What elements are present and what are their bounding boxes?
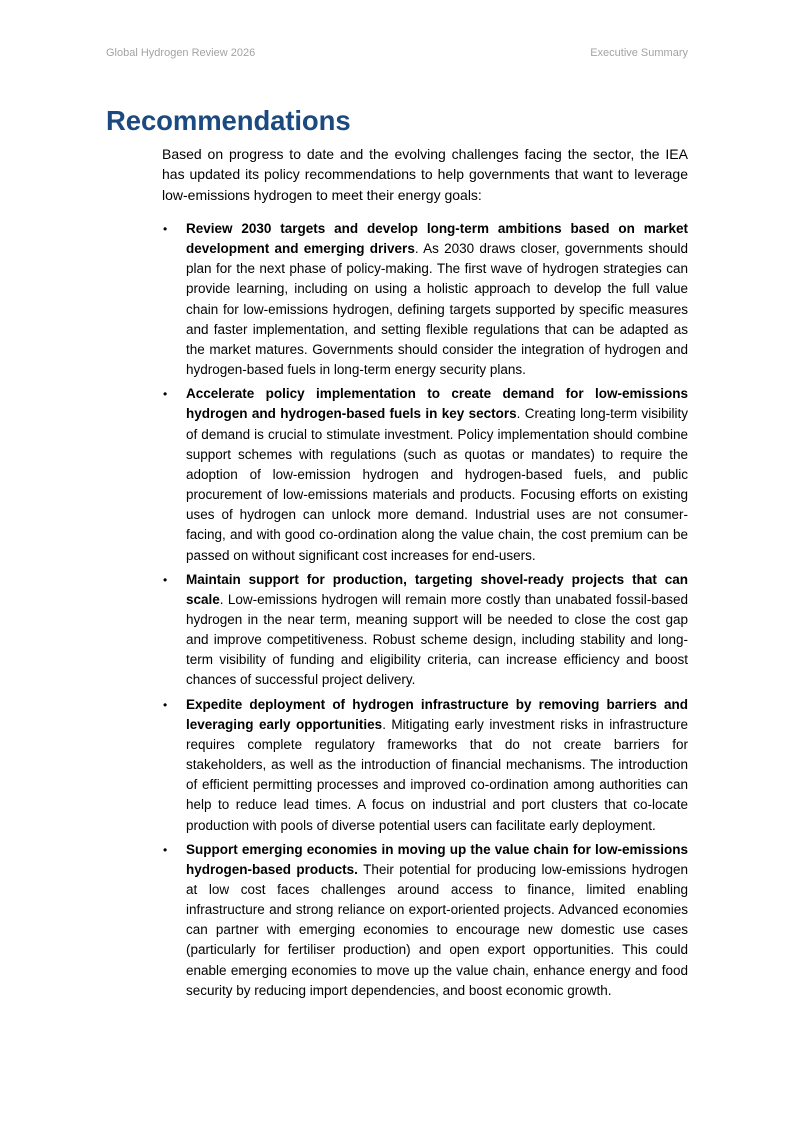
list-item xyxy=(163,570,688,691)
recommendations-list xyxy=(163,219,689,1005)
recommendation-body: . As 2030 draws closer, governments should plan for the next phase of policy-making. The first wave of hydrogen strategies can provide learning, including on using a holistic approach to develop the full value chain for low-emissions hydrogen, defining targets supported by specific measures and faster implementation, and setting flexible regulations that can be adapted as the market matures. Governments should consider the integration of hydrogen and hydrogen-based fuels in long-term energy security plans. xyxy=(186,241,688,378)
bullet-icon: • xyxy=(163,387,168,402)
recommendation-body: . Mitigating early investment risks in infrastructure requires complete regulatory frameworks that do not create barriers for stakeholders, as well as the introduction of financial mechanisms. The introduction of efficient permitting processes and improved co-ordination among authorities can help to reduce lead times. A focus on industrial and port clusters that co-locate production with pools of diverse potential users can facilitate early deployment. xyxy=(186,716,689,833)
list-item xyxy=(163,695,689,836)
running-header xyxy=(106,47,688,63)
intro-paragraph: Based on progress to date and the evolving challenges facing the sector, the IEA has updated its policy recommendations to help governments that want to leverage low-emissions hydrogen to meet their energy goals: xyxy=(162,146,688,203)
recommendation-lead: Expedite deployment of hydrogen infrastructure by removing barriers and leveraging early opportunities xyxy=(186,696,688,732)
recommendation-lead: Review 2030 targets and develop long-term ambitions based on market development and emerging drivers xyxy=(186,221,688,257)
recommendation-lead: Support emerging economies in moving up the value chain for low-emissions hydrogen-based products. xyxy=(186,841,688,877)
bullet-icon: • xyxy=(163,842,168,857)
bullet-icon: • xyxy=(163,222,168,236)
list-item xyxy=(163,219,688,380)
list-item xyxy=(163,384,688,565)
section-name: Executive Summary xyxy=(590,47,688,59)
recommendation-lead: Accelerate policy implementation to create demand for low-emissions hydrogen and hydrogen-based fuels in key sectors xyxy=(186,386,688,422)
recommendation-body: Their potential for producing low-emissions hydrogen at low cost faces challenges around access to finance, limited enabling infrastructure and strong reliance on export-oriented projects. Advanced economies can partner with emerging economies to encourage new domestic use cases (particularly for fertiliser production) and open export opportunities. This could enable emerging economies to move up the value chain, enhance energy and food security by reducing import dependencies, and boost economic growth. xyxy=(186,861,688,998)
bullet-icon: • xyxy=(163,697,168,712)
page-title: Recommendations xyxy=(106,105,351,136)
report-title: Global Hydrogen Review 2026 xyxy=(106,47,256,59)
recommendation-body: . Creating long-term visibility of demand is crucial to stimulate investment. Policy implementation should combine support schemes with regulations (such as quotas or mandates) to require the adoption of low-emission hydrogen and hydrogen-based fuels, and public procurement of low-emissions materials and products. Focusing efforts on existing uses of hydrogen can unlock more demand. Industrial uses are not consumer-facing, and with good co-ordination along the value chain, the cost premium can be passed on without significant cost increases for end-users. xyxy=(186,406,688,563)
recommendation-body: . Low-emissions hydrogen will remain more costly than unabated fossil-based hydrogen in the near term, meaning support will be needed to close the cost gap and improve competitiveness. Robust scheme design, including stability and long-term visibility of funding and eligibility criteria, can increase efficiency and boost chances of successful project delivery. xyxy=(186,591,688,688)
bullet-icon: • xyxy=(163,572,168,587)
list-item xyxy=(163,840,688,1001)
recommendation-lead: Maintain support for production, targeting shovel-ready projects that can scale xyxy=(186,571,688,607)
